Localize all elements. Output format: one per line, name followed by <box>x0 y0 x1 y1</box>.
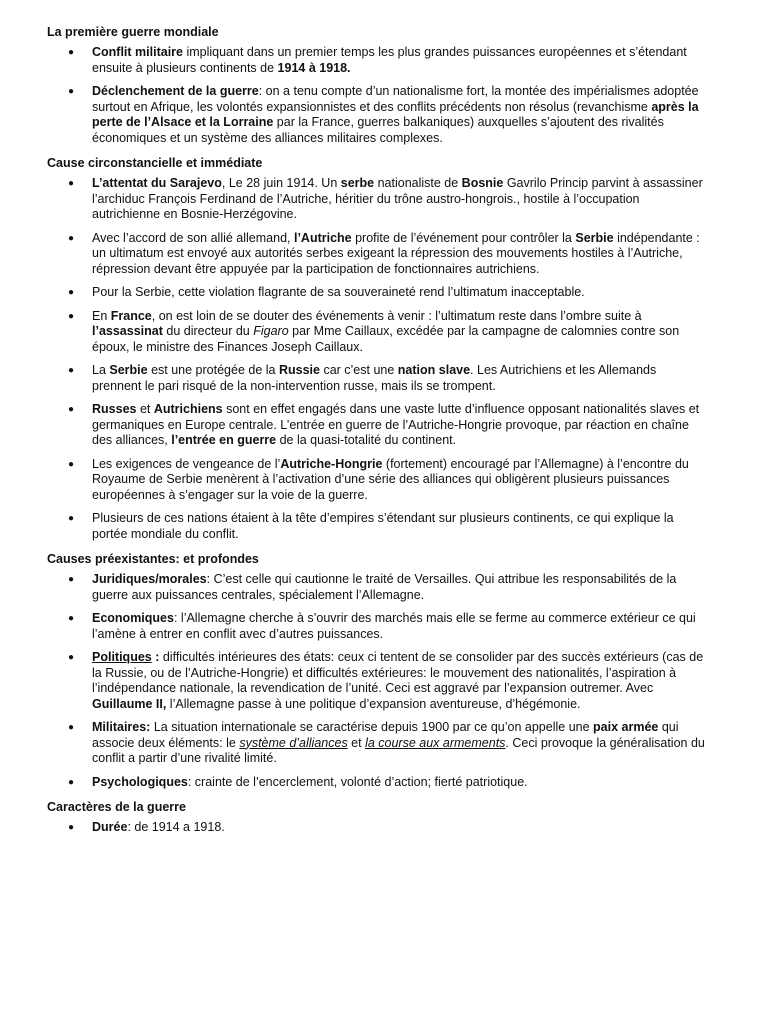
text-segment: , Le 28 juin 1914. Un <box>221 176 341 190</box>
list-item <box>47 363 707 394</box>
text-segment: Durée <box>92 820 128 834</box>
list-item <box>47 457 707 504</box>
text-segment: profite de l’événement pour contrôler la <box>351 230 576 245</box>
text-segment: La situation internationale se caractérise depuis 1900 par ce qu’on appelle une <box>150 720 594 734</box>
bullet-icon: ● <box>68 652 75 663</box>
text-segment: : C’est celle qui cautionne le traité de Versailles. Qui attribue les responsabilités de la guerre aux puissances centrales, spécialement l’Allemagne. <box>92 572 677 602</box>
text-segment: : on a tenu compte d’un nationalisme fort, la montée des impérialismes adoptée surtout en Afrique, les volontés expansionnistes et des conflits précédents non résolus (revanchisme <box>92 84 699 114</box>
text-segment: la course aux armements <box>365 735 506 750</box>
text-segment: par Mme Caillaux, excédée par la campagne de calomnies contre son époux, le ministre des Finances Joseph Caillaux. <box>92 324 680 354</box>
bullet-icon: ● <box>68 513 75 524</box>
bullet-icon: ● <box>68 232 75 244</box>
text-segment: qui associe deux éléments: le <box>92 720 679 750</box>
bullet-icon: ● <box>68 458 75 470</box>
text-segment: système d’alliances <box>239 735 348 750</box>
text-segment: : de 1914 a 1918. <box>127 820 225 834</box>
bullet-icon: ● <box>68 287 75 298</box>
list-item <box>47 84 707 146</box>
list-item <box>47 285 707 301</box>
text-segment: Serbie <box>109 363 148 377</box>
bullet-icon: ● <box>68 822 75 833</box>
text-segment: Militaires: <box>92 720 151 734</box>
text-segment: et <box>347 735 366 750</box>
text-segment: l’Allemagne passe à une politique d’expansion aventureuse, d’hégémonie. <box>166 696 581 711</box>
text-segment: paix armée <box>593 720 659 734</box>
section <box>47 23 707 146</box>
document-body <box>47 23 707 836</box>
text-segment: car c’est une <box>319 363 398 377</box>
list-item <box>47 309 707 356</box>
text-segment: sont en effet engagés dans une vaste lutte d’influence opposant nationalités slaves et germaniques en Europe centrale. L’entrée en guerre de l’Autriche-Hongrie provoque, par réaction en chaîne des alliances, <box>92 402 700 447</box>
bullet-icon: ● <box>68 574 75 585</box>
list-item <box>47 572 707 603</box>
list-item <box>47 775 707 791</box>
text-segment: (fortement) encouragé par l’Allemagne) à l’encontre du Royaume de Serbie menèrent à l’activation d’une série des alliances qui obligèrent plusieurs puissances européennes à s’engager sur la voie de la guerre. <box>92 456 689 502</box>
section-heading: La première guerre mondiale <box>47 25 219 39</box>
text-segment: . Ceci provoque la généralisation du conflit a partir d’une rivalité limité. <box>92 735 705 765</box>
section-heading: Causes préexistantes: et profondes <box>47 552 259 566</box>
section <box>47 154 707 542</box>
text-segment: Politiques <box>92 650 152 664</box>
list-item <box>47 402 707 449</box>
text-segment: impliquant dans un premier temps les plus grandes puissances européennes et s’étendant ensuite à plusieurs continents de <box>92 45 687 75</box>
text-segment: et <box>136 402 154 416</box>
text-segment: Juridiques/morales <box>92 572 207 586</box>
text-segment: : l’Allemagne cherche à s’ouvrir des marchés mais elle se ferme au commerce extérieur ce qui l’amène à entrer en conflit avec d’autres puissances. <box>92 611 696 641</box>
text-segment: : crainte de l’encerclement, volonté d’action; fierté patriotique. <box>187 774 528 789</box>
bullet-icon: ● <box>68 47 75 58</box>
list-item <box>47 720 707 767</box>
text-segment: Figaro <box>253 324 289 338</box>
bullet-list <box>47 45 707 146</box>
text-segment: Russie <box>278 363 320 377</box>
text-segment: Avec l’accord de son allié allemand, <box>92 230 294 245</box>
text-segment: Autrichiens <box>153 402 223 416</box>
text-segment: Conflit militaire <box>92 45 183 59</box>
text-segment: Les exigences de vengeance de l’ <box>92 456 281 471</box>
text-segment: par la France, guerres balkaniques) auxquelles s’ajoutent des rivalités économiques et un système des alliances militaires complexes. <box>92 115 664 145</box>
bullet-icon: ● <box>68 613 75 624</box>
text-segment: indépendante : un ultimatum est envoyé aux autorités serbes exigeant la répression des mouvements hostiles à l’Autriche, répression devant être appuyée par la participation de fonctionnaires autrichiens. <box>92 230 700 276</box>
text-segment: de la quasi-totalité du continent. <box>276 433 457 447</box>
text-segment: Déclenchement de la guerre <box>92 84 259 98</box>
text-segment: nation slave <box>397 363 471 377</box>
text-segment: est une protégée de la <box>147 363 279 377</box>
text-segment: Plusieurs de ces nations étaient à la tête d’empires s’étendant sur plusieurs continents, ce qui explique la portée mondiale du conflit. <box>92 511 674 541</box>
bullet-icon: ● <box>68 310 75 322</box>
section-heading: Cause circonstancielle et immédiate <box>47 156 263 170</box>
text-segment: après la perte de l’Alsace et la Lorraine <box>92 99 699 129</box>
list-item <box>47 45 707 76</box>
bullet-list <box>47 176 707 542</box>
bullet-icon: ● <box>68 365 75 376</box>
text-segment: Pour la Serbie, cette violation flagrante de sa souveraineté rend l’ultimatum inacceptable. <box>92 285 585 299</box>
bullet-icon: ● <box>68 776 75 788</box>
text-segment: . Les Autrichiens et les Allemands prennent le pari risqué de la non-intervention russe, mais ils se trompent. <box>92 363 657 393</box>
section-heading: Caractères de la guerre <box>47 800 186 814</box>
bullet-list <box>47 572 707 790</box>
text-segment: Bosnie <box>461 176 504 190</box>
text-segment: Gavrilo Princip parvint à assassiner l’archiduc François Ferdinand de l’Autriche, héritier du trône austro-hongrois., hostile à l’occupation autrichienne en Bosnie-Herzégovine. <box>92 176 703 221</box>
text-segment: La <box>92 363 110 377</box>
text-segment: l’entrée en guerre <box>171 433 277 447</box>
bullet-icon: ● <box>68 722 75 733</box>
list-item <box>47 231 707 278</box>
text-segment: difficultés intérieures des états: ceux ci tentent de se consolider par des succès extérieurs (cas de la Russie, ou de l’Autriche-Hongrie) et difficultés extérieures: le mouvement des nationalités, l’aspiration à l’indépendance nationale, la revendication de l’unité. Ceci est aggravé par l’expansion outremer. Avec <box>92 650 704 695</box>
text-segment: Psychologiques <box>92 774 188 789</box>
text-segment: du directeur du <box>162 324 254 338</box>
list-item <box>47 511 707 542</box>
text-segment: Serbie <box>575 230 614 245</box>
bullet-icon: ● <box>68 178 75 189</box>
text-segment: Economiques <box>92 611 174 625</box>
text-segment: : <box>151 650 160 664</box>
text-segment: , on est loin de se douter des événements à venir : l’ultimatum reste dans l’ombre suite à <box>151 308 642 323</box>
document-page <box>47 23 707 844</box>
list-item <box>47 611 707 642</box>
text-segment: L’attentat du Sarajevo <box>92 176 222 190</box>
text-segment: Russes <box>92 402 137 416</box>
bullet-icon: ● <box>68 86 75 97</box>
text-segment: l’Autriche <box>293 230 352 245</box>
text-segment: Guillaume II, <box>92 696 167 711</box>
text-segment: En <box>92 308 111 323</box>
list-item <box>47 176 707 223</box>
section <box>47 798 707 836</box>
text-segment: l’assassinat <box>92 324 163 338</box>
text-segment: Autriche-Hongrie <box>280 456 383 471</box>
text-segment: 1914 à 1918. <box>277 60 351 75</box>
section <box>47 550 707 790</box>
text-segment: France <box>110 308 152 323</box>
text-segment: nationaliste de <box>374 176 462 190</box>
list-item <box>47 820 707 836</box>
text-segment: serbe <box>340 176 375 190</box>
bullet-icon: ● <box>68 404 75 415</box>
list-item <box>47 650 707 712</box>
bullet-list <box>47 820 707 836</box>
